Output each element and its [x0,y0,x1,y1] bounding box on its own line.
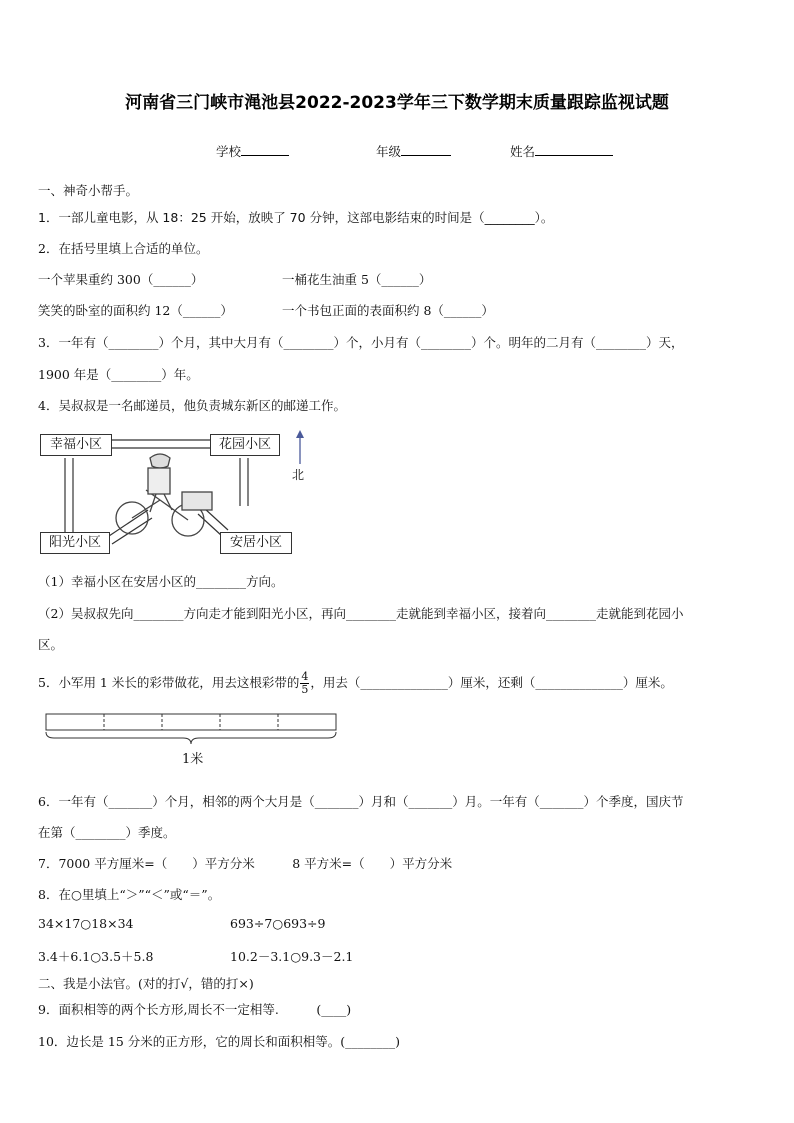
school-blank[interactable] [241,143,289,156]
question-4-sub1: （1）幸福小区在安居小区的________方向。 [38,574,284,589]
name-blank[interactable] [535,143,613,156]
question-4-stem: 4．吴叔叔是一名邮递员，他负责城东新区的邮递工作。 [38,398,346,413]
question-3-line2: 1900 年是（________）年。 [38,367,199,382]
postman-bicycle-illustration [116,454,212,536]
question-10: 10．边长是 15 分米的正方形，它的周长和面积相等。(________) [38,1034,401,1049]
ribbon-figure [44,712,340,768]
question-7: 7．7000 平方厘米=（ ）平方分米 8 平方米=（ ）平方分米 [38,856,453,871]
question-8b: 693÷7○693÷9 [230,916,326,931]
grade-blank[interactable] [401,143,451,156]
question-8c: 3.4＋6.1○3.5＋5.8 [38,949,154,964]
question-4-sub2-line2: 区。 [38,637,64,652]
question-2d: 一个书包正面的表面积约 8（______） [282,303,494,318]
name-field: 姓名 [510,142,613,160]
ribbon-length-label: 1米 [182,752,204,767]
question-8d: 10.2－3.1○9.3－2.1 [230,949,354,964]
fraction-four-fifths: $\frac{4}{5}$ [301,670,309,696]
question-4-sub2-line1: （2）吴叔叔先向________方向走才能到阳光小区，再向________走就能到幸福小区，接着向________走就能到花园小 [38,606,684,621]
page-title: 河南省三门峡市渑池县2022-2023学年三下数学期末质量跟踪监视试题 [125,93,669,113]
question-9: 9．面积相等的两个长方形,周长不一定相等. (____) [38,1002,352,1017]
grade-field: 年级 [376,142,451,160]
section-2-heading: 二、我是小法官。(对的打√，错的打×) [38,976,254,991]
school-field: 学校 [216,142,289,160]
north-label: 北 [292,468,305,482]
question-2a: 一个苹果重约 300（______） [38,272,204,287]
question-8a: 34×17○18×34 [38,916,134,931]
map-label-xingfu: 幸福小区 [40,434,112,456]
postal-map-figure [38,428,318,562]
map-label-huayuan: 花园小区 [210,434,280,456]
question-1: 1．一部儿童电影，从 18：25 开始，放映了 70 分钟，这部电影结束的时间是（________）。 [38,210,554,225]
map-label-anju: 安居小区 [220,532,292,554]
map-label-yangguang: 阳光小区 [40,532,110,554]
question-2c: 笑笑的卧室的面积约 12（______） [38,303,233,318]
question-6-line1: 6．一年有（_______）个月，相邻的两个大月是（_______）月和（_______）月。一年有（_______）个季度，国庆节 [38,794,684,809]
section-1-heading: 一、神奇小帮手。 [38,183,139,198]
question-2b: 一桶花生油重 5（______） [282,272,432,287]
question-8-stem: 8．在○里填上“＞”“＜”或“＝”。 [38,887,221,902]
question-5: 5．小军用 1 米长的彩带做花，用去这根彩带的 $\frac{4}{5}$ ，用去（______________）厘米，还剩（______________）厘米。 [38,670,673,696]
question-2-stem: 2．在括号里填上合适的单位。 [38,241,209,256]
question-6-line2: 在第（________）季度。 [38,825,176,840]
question-3-line1: 3．一年有（________）个月，其中大月有（________）个，小月有（________）个。明年的二月有（________）天， [38,335,684,350]
